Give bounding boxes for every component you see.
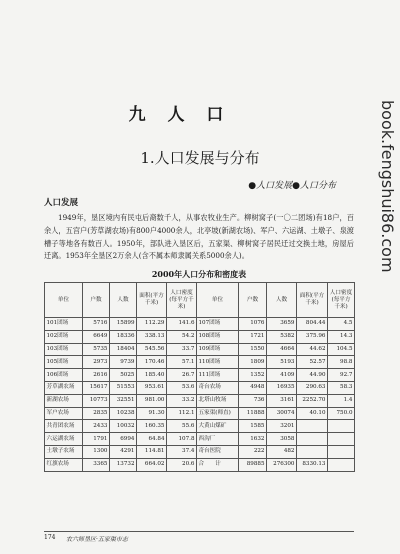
table-row xyxy=(45,458,355,471)
cell-households: 1721 xyxy=(239,330,267,343)
cell-density: 14.3 xyxy=(328,330,355,343)
cell-people: 32551 xyxy=(110,394,137,407)
cell-area: 8330.13 xyxy=(297,458,328,471)
cell-people: 5193 xyxy=(267,356,297,369)
cell-density: 750.0 xyxy=(328,407,355,420)
cell-density: 92.7 xyxy=(328,369,355,382)
cell-area: 290.63 xyxy=(297,381,328,394)
cell-unit: 奇台农场 xyxy=(197,381,239,394)
page-number: 174 xyxy=(44,534,56,541)
cell-area: 112.29 xyxy=(137,318,167,331)
body-paragraph: 1949年，垦区境内有民屯后裔数千人，从事农牧业生产。柳树窝子(一〇二团场)有18户，百余人，五宫户(芳草湖农场)有800户4000余人，北亭坡(新湖农场)、军户、六运湖、土墩子、泉渡槽子等地各有数百人。1950年，部队进入垦区后，五家渠、柳树窝子居民迁过交换土地，房屋后迁离。1953年全垦区2万余人(含不属本师隶属关系5000余人)。 xyxy=(44,213,354,261)
cell-unit: 新湖农场 xyxy=(45,394,83,407)
cell-density: 104.5 xyxy=(328,343,355,356)
cell-people: 15899 xyxy=(110,318,137,331)
header-people: 人数 xyxy=(267,283,297,318)
cell-people: 3201 xyxy=(267,420,297,433)
cell-unit: 西沟厂 xyxy=(197,433,239,446)
cell-households: 2973 xyxy=(83,356,110,369)
table-row xyxy=(45,356,355,369)
header-area: 面积(平方千米) xyxy=(137,283,167,318)
cell-density: 141.6 xyxy=(167,318,197,331)
cell-area xyxy=(297,445,328,458)
cell-people: 13732 xyxy=(110,458,137,471)
watermark xyxy=(360,100,397,540)
cell-households: 5716 xyxy=(83,318,110,331)
cell-households: 2835 xyxy=(83,407,110,420)
header-area: 面积(平方千米) xyxy=(297,283,328,318)
chapter-title: 九 人 口 xyxy=(128,105,232,125)
cell-density xyxy=(328,458,355,471)
cell-density: 55.6 xyxy=(167,420,197,433)
cell-area: 2252.70 xyxy=(297,394,328,407)
table-row xyxy=(45,445,355,458)
cell-households: 1791 xyxy=(83,433,110,446)
cell-area: 981.00 xyxy=(137,394,167,407)
population-table xyxy=(44,282,355,472)
cell-density: 107.8 xyxy=(167,433,197,446)
cell-households: 89885 xyxy=(239,458,267,471)
cell-people: 5382 xyxy=(267,330,297,343)
cell-households: 5735 xyxy=(83,343,110,356)
cell-people: 482 xyxy=(267,445,297,458)
cell-people: 3161 xyxy=(267,394,297,407)
table-title: 2000年人口分布和密度表 xyxy=(151,269,247,279)
cell-area: 170.46 xyxy=(137,356,167,369)
cell-unit: 105团场 xyxy=(45,356,83,369)
table-row xyxy=(45,330,355,343)
cell-unit: 奇台医院 xyxy=(197,445,239,458)
cell-people: 10238 xyxy=(110,407,137,420)
cell-density: 37.4 xyxy=(167,445,197,458)
cell-households: 11888 xyxy=(239,407,267,420)
page-footer xyxy=(44,531,354,542)
cell-people: 3058 xyxy=(267,433,297,446)
table-row xyxy=(45,420,355,433)
table-row xyxy=(45,381,355,394)
cell-density: 54.2 xyxy=(167,330,197,343)
table-row xyxy=(45,369,355,382)
cell-people: 4109 xyxy=(267,369,297,382)
cell-unit: 110团场 xyxy=(197,356,239,369)
cell-unit: 106团场 xyxy=(45,369,83,382)
cell-unit: 大黄山煤矿 xyxy=(197,420,239,433)
cell-area: 804.44 xyxy=(297,318,328,331)
cell-density: 33.7 xyxy=(167,343,197,356)
cell-unit: 102团场 xyxy=(45,330,83,343)
header-unit: 单位 xyxy=(45,283,83,318)
cell-area: 40.10 xyxy=(297,407,328,420)
cell-unit: 共青团农场 xyxy=(45,420,83,433)
cell-people: 5025 xyxy=(110,369,137,382)
cell-density xyxy=(328,433,355,446)
table-row xyxy=(45,318,355,331)
cell-area: 64.84 xyxy=(137,433,167,446)
cell-area: 44.62 xyxy=(297,343,328,356)
cell-area: 91.30 xyxy=(137,407,167,420)
cell-households: 6649 xyxy=(83,330,110,343)
cell-density xyxy=(328,420,355,433)
header-households: 户数 xyxy=(83,283,110,318)
header-households: 户数 xyxy=(239,283,267,318)
cell-households: 2616 xyxy=(83,369,110,382)
cell-households: 1585 xyxy=(239,420,267,433)
cell-people: 3659 xyxy=(267,318,297,331)
cell-unit: 六运湖农场 xyxy=(45,433,83,446)
cell-unit: 五家渠(师直) xyxy=(197,407,239,420)
cell-households: 3365 xyxy=(83,458,110,471)
table-row xyxy=(45,433,355,446)
watermark-text: book.fengshui86.com xyxy=(378,100,397,273)
cell-unit: 107团场 xyxy=(197,318,239,331)
cell-households: 1809 xyxy=(239,356,267,369)
cell-households: 4948 xyxy=(239,381,267,394)
cell-unit: 芳草湖农场 xyxy=(45,381,83,394)
cell-area: 44.90 xyxy=(297,369,328,382)
cell-density: 53.6 xyxy=(167,381,197,394)
cell-unit: 土墩子农场 xyxy=(45,445,83,458)
cell-area: 664.02 xyxy=(137,458,167,471)
cell-area: 545.56 xyxy=(137,343,167,356)
cell-people: 276300 xyxy=(267,458,297,471)
running-title: 农六师垦区·五家渠市志 xyxy=(66,536,128,543)
cell-area: 338.13 xyxy=(137,330,167,343)
cell-unit: 101团场 xyxy=(45,318,83,331)
cell-unit: 军户农场 xyxy=(45,407,83,420)
cell-density: 1.4 xyxy=(328,394,355,407)
cell-area: 160.35 xyxy=(137,420,167,433)
cell-density: 58.3 xyxy=(328,381,355,394)
cell-unit: 103团场 xyxy=(45,343,83,356)
cell-density: 33.2 xyxy=(167,394,197,407)
section-title: 1.人口发展与分布 xyxy=(140,149,260,167)
cell-area xyxy=(297,420,328,433)
cell-households: 1300 xyxy=(83,445,110,458)
cell-households: 1550 xyxy=(239,343,267,356)
cell-people: 10032 xyxy=(110,420,137,433)
cell-people: 9739 xyxy=(110,356,137,369)
cell-area: 953.61 xyxy=(137,381,167,394)
header-density: 人口密度(每平方千米) xyxy=(167,283,197,318)
cell-households: 1352 xyxy=(239,369,267,382)
cell-households: 222 xyxy=(239,445,267,458)
cell-households: 1076 xyxy=(239,318,267,331)
cell-area xyxy=(297,433,328,446)
table-row xyxy=(45,394,355,407)
section-tag: ●人口发展●人口分布 xyxy=(248,181,336,191)
cell-area: 375.96 xyxy=(297,330,328,343)
cell-density: 112.1 xyxy=(167,407,197,420)
cell-unit: 111团场 xyxy=(197,369,239,382)
cell-area: 52.57 xyxy=(297,356,328,369)
cell-people: 4291 xyxy=(110,445,137,458)
cell-households: 10773 xyxy=(83,394,110,407)
cell-unit: 合 计 xyxy=(197,458,239,471)
header-density: 人口密度(每平方千米) xyxy=(328,283,355,318)
cell-households: 1632 xyxy=(239,433,267,446)
table-row xyxy=(45,343,355,356)
cell-people: 18336 xyxy=(110,330,137,343)
cell-density: 57.1 xyxy=(167,356,197,369)
subheading: 人口发展 xyxy=(44,198,79,208)
table-header-row xyxy=(45,283,355,318)
cell-area: 185.40 xyxy=(137,369,167,382)
cell-area: 114.81 xyxy=(137,445,167,458)
table-row xyxy=(45,407,355,420)
cell-people: 6994 xyxy=(110,433,137,446)
cell-people: 18404 xyxy=(110,343,137,356)
cell-density: 4.5 xyxy=(328,318,355,331)
cell-households: 736 xyxy=(239,394,267,407)
cell-households: 15617 xyxy=(83,381,110,394)
cell-unit: 108团场 xyxy=(197,330,239,343)
cell-people: 51553 xyxy=(110,381,137,394)
cell-density: 26.7 xyxy=(167,369,197,382)
header-unit: 单位 xyxy=(197,283,239,318)
cell-density: 20.6 xyxy=(167,458,197,471)
cell-density: 98.8 xyxy=(328,356,355,369)
cell-people: 16935 xyxy=(267,381,297,394)
cell-unit: 北塔山牧场 xyxy=(197,394,239,407)
cell-households: 2433 xyxy=(83,420,110,433)
cell-unit: 红旗农场 xyxy=(45,458,83,471)
header-people: 人数 xyxy=(110,283,137,318)
cell-people: 4664 xyxy=(267,343,297,356)
cell-people: 30074 xyxy=(267,407,297,420)
cell-unit: 109团场 xyxy=(197,343,239,356)
cell-density xyxy=(328,445,355,458)
